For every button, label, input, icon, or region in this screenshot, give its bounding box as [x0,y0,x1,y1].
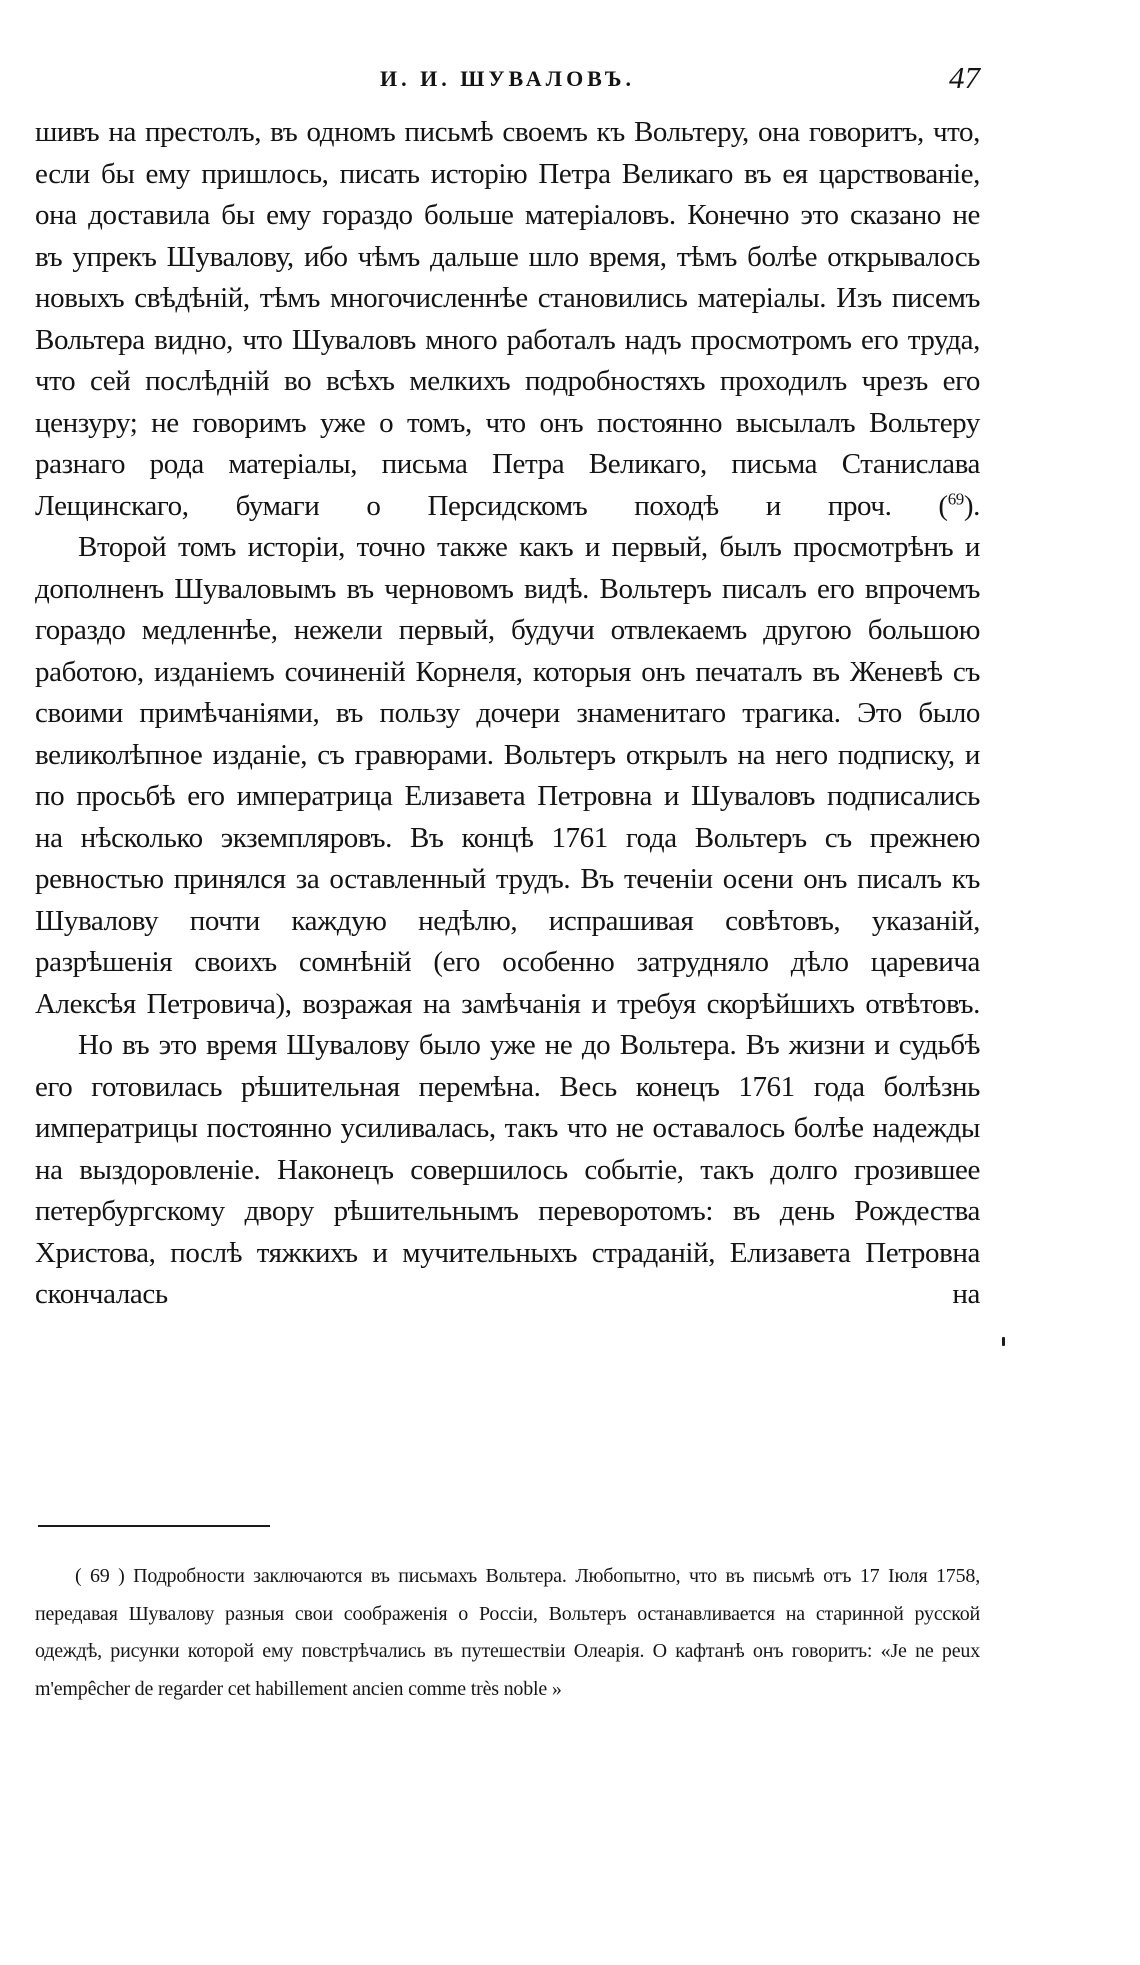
paragraph-tail: ). [963,489,980,522]
footnote-divider [38,1525,270,1527]
footnote-reference[interactable]: 69 [947,488,964,508]
paragraph-second-volume: Второй томъ исторіи, точно также какъ и первый, былъ просмотрѣнъ и дополненъ Шуваловымъ въ черновомъ видѣ. Вольтеръ писалъ его впрочемъ гораздо медленнѣе, нежели первый, будучи отвлекаемъ другою большою работою, изданіемъ сочиненій Корнеля, которыя онъ печаталъ въ Женевѣ съ своими примѣчаніями, въ пользу дочери знаменитаго трагика. Это было великолѣпное изданіе, съ гравюрами. Вольтеръ открылъ на него подписку, и по просьбѣ его императрица Елизавета Петровна и Шуваловъ подписались на нѣсколько экземпляровъ. Въ концѣ 1761 года Вольтеръ съ прежнею ревностью принялся за оставленный трудъ. Въ теченіи осени онъ писалъ къ Шувалову почти каждую недѣлю, испрашивая совѣтовъ, указаній, разрѣшенія своихъ сомнѣній (его особенно затрудняло дѣло царевича Алексѣя Петровича), возражая на замѣчанія и требуя скорѣйшихъ отвѣтовъ. [35,531,980,1020]
footnote-label: ( 69 ) [75,1565,125,1587]
footnote [35,1558,980,1708]
paragraph-continuation [35,112,980,527]
paragraph-text: шивъ на престолъ, въ одномъ письмѣ своемъ къ Вольтеру, она говоритъ, что, если бы ему пришлось, писать исторію Петра Великаго въ ея царствованіе, она доставила бы ему гораздо больше матеріаловъ. Конечно это сказано не въ упрекъ Шувалову, ибо чѣмъ дальше шло время, тѣмъ болѣе открывалось новыхъ свѣдѣній, тѣмъ многочисленнѣе становились матеріалы. Изъ писемъ Вольтера видно, что Шуваловъ много работалъ надъ просмотромъ его труда, что сей послѣдній во всѣхъ мелкихъ подробностяхъ проходилъ чрезъ его цензуру; не говоримъ уже о томъ, что онъ постоянно высылалъ Вольтеру разнаго рода матеріалы, письма Петра Великаго, письма Станислава Лещинскаго, бумаги о Персидскомъ походѣ и проч. ( [35,116,980,522]
print-speck [1002,1337,1005,1346]
footnote-quote: «Je ne peux m'empêcher de regarder cet habillement ancien comme très noble » [35,1640,980,1700]
running-title: И. И. ШУВАЛОВЪ. [379,66,636,91]
body-text [35,112,980,1316]
paragraph-empress-death: Но въ это время Шувалову было уже не до Вольтера. Въ жизни и судьбѣ его готовилась рѣшительная перемѣна. Весь конецъ 1761 года болѣзнь императрицы постоянно усиливалась, такъ что не оставалось болѣе надежды на выздоровленіе. Наконецъ совершилось событіе, такъ долго грозившее петербургскому двору рѣшительнымъ переворотомъ: въ день Рождества Христова, послѣ тяжкихъ и мучительныхъ страданій, Елизавета Петровна скончалась на [35,1029,980,1310]
page-number: 47 [949,60,980,95]
running-head [35,60,980,104]
footnote-text: Подробности заключаются въ письмахъ Вольтера. Любопытно, что въ письмѣ отъ 17 Іюля 1758, передавая Шувалову разныя свои соображенія о Россіи, Вольтеръ останавливается на старинной русской одеждѣ, рисунки которой ему повстрѣчались въ путешествіи Олеарія. О кафтанѣ онъ говоритъ: [35,1565,980,1662]
